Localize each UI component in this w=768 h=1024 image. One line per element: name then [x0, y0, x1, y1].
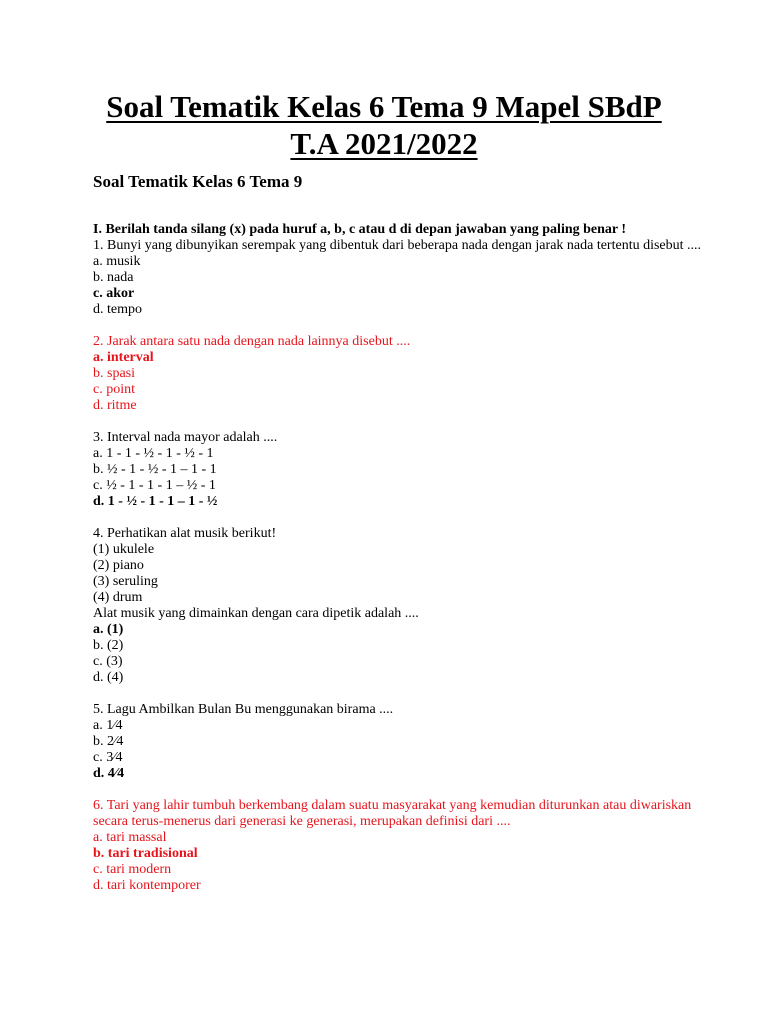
answer-option: a. 1⁄4 [93, 718, 123, 733]
answer-option: b. ½ - 1 - ½ - 1 – 1 - 1 [93, 462, 217, 477]
answer-option-correct: c. akor [93, 286, 135, 301]
question-4 [93, 526, 703, 686]
answer-option: b. 2⁄4 [93, 734, 124, 749]
question-item: (1) ukulele [93, 542, 155, 557]
question-1 [93, 238, 703, 318]
instruction-text: I. Berilah tanda silang (x) pada huruf a, b, c atau d di depan jawaban yang paling benar ! [93, 222, 627, 237]
question-text: 6. Tari yang lahir tumbuh berkembang dalam suatu masyarakat yang kemudian diturunkan atau diwariskan secara terus-menerus dari generasi ke generasi, merupakan definisi dari .... [93, 798, 692, 829]
answer-option: d. tempo [93, 302, 142, 317]
question-prompt: Alat musik yang dimainkan dengan cara dipetik adalah .... [93, 606, 419, 621]
answer-option: d. tari kontemporer [93, 878, 201, 893]
answer-option: c. 3⁄4 [93, 750, 123, 765]
question-body [93, 222, 703, 910]
answer-option: c. ½ - 1 - 1 - 1 – ½ - 1 [93, 478, 216, 493]
answer-option: b. nada [93, 270, 134, 285]
question-text: 4. Perhatikan alat musik berikut! [93, 526, 277, 541]
question-text: 3. Interval nada mayor adalah .... [93, 430, 278, 445]
answer-option: c. (3) [93, 654, 123, 669]
question-text: 2. Jarak antara satu nada dengan nada lainnya disebut .... [93, 334, 411, 349]
answer-option: b. spasi [93, 366, 135, 381]
question-3 [93, 430, 703, 510]
answer-option: b. (2) [93, 638, 124, 653]
answer-option: c. tari modern [93, 862, 172, 877]
question-2 [93, 334, 703, 414]
document-title [0, 88, 768, 162]
answer-option-correct: d. 1 - ½ - 1 - 1 – 1 - ½ [93, 494, 218, 509]
document-title-line-1: Soal Tematik Kelas 6 Tema 9 Mapel SBdP [106, 89, 662, 124]
answer-option-correct: a. (1) [93, 622, 124, 637]
question-6 [93, 798, 703, 894]
question-text: 1. Bunyi yang dibunyikan serempak yang dibentuk dari beberapa nada dengan jarak nada tertentu disebut .... [93, 238, 702, 253]
answer-option: a. musik [93, 254, 141, 269]
answer-option-correct: d. 4⁄4 [93, 766, 125, 781]
question-list [93, 238, 703, 894]
answer-option: d. (4) [93, 670, 124, 685]
answer-option-correct: b. tari tradisional [93, 846, 198, 861]
answer-option: a. tari massal [93, 830, 167, 845]
question-item: (2) piano [93, 558, 144, 573]
question-text: 5. Lagu Ambilkan Bulan Bu menggunakan birama .... [93, 702, 394, 717]
question-item: (4) drum [93, 590, 143, 605]
answer-option: d. ritme [93, 398, 137, 413]
answer-option-correct: a. interval [93, 350, 154, 365]
question-item: (3) seruling [93, 574, 158, 589]
document-subtitle: Soal Tematik Kelas 6 Tema 9 [93, 172, 303, 191]
question-5 [93, 702, 703, 782]
answer-option: a. 1 - 1 - ½ - 1 - ½ - 1 [93, 446, 214, 461]
answer-option: c. point [93, 382, 135, 397]
document-title-line-2: T.A 2021/2022 [290, 126, 478, 161]
